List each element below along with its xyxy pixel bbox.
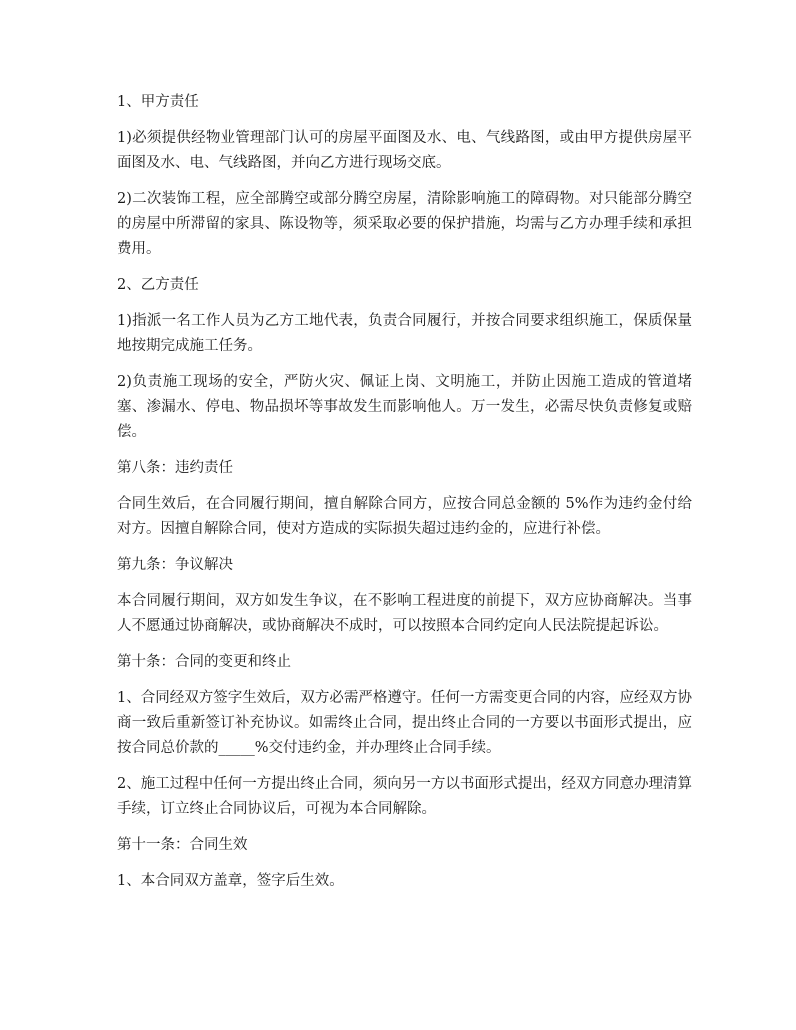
paragraph-article-8: 合同生效后，在合同履行期间，擅自解除合同方，应按合同总金额的 5%作为违约金付给对方。因擅自解除合同，使对方造成的实际损失超过违约金的，应进行补偿。 bbox=[117, 496, 692, 537]
paragraph-article-11-item-1: 1、本合同双方盖章，签字后生效。 bbox=[117, 873, 344, 889]
article-heading-10: 第十条：合同的变更和终止 bbox=[117, 654, 291, 670]
paragraph-article-9: 本合同履行期间，双方如发生争议，在不影响工程进度的前提下，双方应协商解决。当事人不愿通过协商解决，或协商解决不成时，可以按照本合同约定向人民法院提起诉讼。 bbox=[117, 593, 692, 634]
paragraph-party-a-item-2: 2)二次装饰工程，应全部腾空或部分腾空房屋，清除影响施工的障碍物。对只能部分腾空的房屋中所滞留的家具、陈设物等，须采取必要的保护措施，均需与乙方办理手续和承担费用。 bbox=[117, 191, 692, 257]
section-heading-party-a: 1、甲方责任 bbox=[117, 94, 199, 110]
document-page bbox=[117, 90, 692, 905]
article-heading-11: 第十一条：合同生效 bbox=[117, 837, 248, 853]
article-heading-9: 第九条：争议解决 bbox=[117, 557, 233, 573]
paragraph-party-b-item-1: 1)指派一名工作人员为乙方工地代表，负责合同履行，并按合同要求组织施工，保质保量地按期完成施工任务。 bbox=[117, 313, 692, 354]
section-heading-party-b: 2、乙方责任 bbox=[117, 277, 199, 293]
paragraph-party-b-item-2: 2)负责施工现场的安全，严防火灾、佩证上岗、文明施工，并防止因施工造成的管道堵塞、渗漏水、停电、物品损坏等事故发生而影响他人。万一发生，必需尽快负责修复或赔偿。 bbox=[117, 374, 692, 440]
paragraph-article-10-item-2: 2、施工过程中任何一方提出终止合同，须向另一方以书面形式提出，经双方同意办理清算手续，订立终止合同协议后，可视为本合同解除。 bbox=[117, 776, 692, 817]
article-heading-8: 第八条：违约责任 bbox=[117, 460, 233, 476]
paragraph-article-10-item-1: 1、合同经双方签字生效后，双方必需严格遵守。任何一方需变更合同的内容，应经双方协商一致后重新签订补充协议。如需终止合同，提出终止合同的一方要以书面形式提出，应按合同总价款的_____%交付违约金，并办理终止合同手续。 bbox=[117, 690, 692, 756]
paragraph-party-a-item-1: 1)必须提供经物业管理部门认可的房屋平面图及水、电、气线路图，或由甲方提供房屋平面图及水、电、气线路图，并向乙方进行现场交底。 bbox=[117, 130, 692, 171]
